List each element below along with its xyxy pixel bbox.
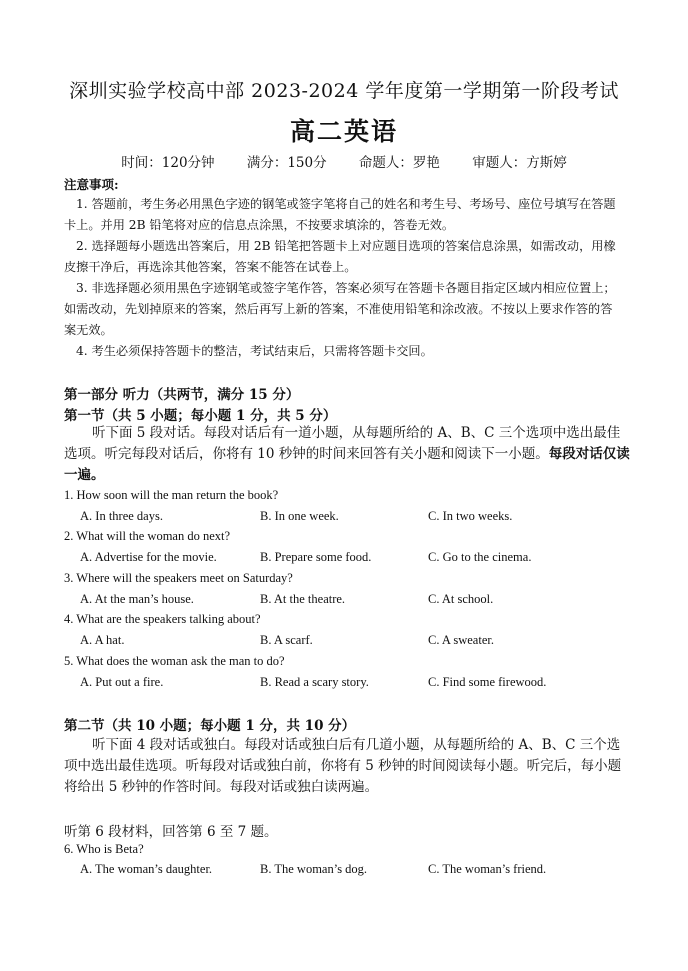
notice-item: 4. 考生必须保持答题卡的整洁，考试结束后，只需将答题卡交回。 bbox=[76, 344, 433, 358]
option-c: C. A sweater. bbox=[428, 633, 494, 647]
option-a: A. In three days. bbox=[80, 509, 163, 523]
question-stem: 3. Where will the speakers meet on Saturday? bbox=[64, 571, 293, 585]
option-b: B. Prepare some food. bbox=[260, 550, 372, 564]
school-title: 深圳实验学校高中部 2023-2024 学年度第一学期第一阶段考试 bbox=[69, 80, 619, 102]
option-b: B. Read a scary story. bbox=[260, 675, 369, 689]
question-stem: 1. How soon will the man return the book? bbox=[64, 488, 279, 502]
notice-list bbox=[64, 194, 624, 362]
option-c: C. The woman’s friend. bbox=[428, 862, 547, 876]
subject-title: 高二英语 bbox=[289, 117, 398, 146]
exam-reviewer: 审题人：方斯婷 bbox=[472, 155, 567, 171]
option-a: A. The woman’s daughter. bbox=[80, 862, 213, 876]
option-b: B. At the theatre. bbox=[260, 592, 346, 606]
exam-time: 时间：120分钟 bbox=[121, 155, 215, 171]
question-stem: 5. What does the woman ask the man to do? bbox=[64, 654, 285, 668]
option-b: B. In one week. bbox=[260, 509, 339, 523]
exam-setter: 命题人：罗艳 bbox=[358, 155, 440, 171]
exam-meta bbox=[0, 151, 688, 171]
question-stem: 2. What will the woman do next? bbox=[64, 529, 231, 543]
option-a: A. A hat. bbox=[80, 633, 125, 647]
option-c: C. In two weeks. bbox=[428, 509, 513, 523]
option-a: A. Put out a fire. bbox=[80, 675, 164, 689]
option-b: B. A scarf. bbox=[260, 633, 313, 647]
section1-instruction: 听下面 5 段对话。每段对话后有一道小题，从每题所给的 A、B、C 三个选项中选出最佳选项。听完每段对话后，你将有 10 秒钟的时间来回答有关小题和阅读下一小题。每段对话仅读一遍。 bbox=[64, 425, 630, 483]
part1-title: 第一部分 听力（共两节，满分 15 分） bbox=[64, 387, 300, 403]
notice-item: 1. 答题前，考生务必用黑色字迹的钢笔或签字笔将自己的姓名和考生号、考场号、座位号填写在答题卡上。并用 2B 铅笔将对应的信息点涂黑，不按要求填涂的，答卷无效。 bbox=[64, 197, 616, 232]
section1-title: 第一节（共 5 小题；每小题 1 分，共 5 分） bbox=[64, 408, 337, 424]
section2-title: 第二节（共 10 小题；每小题 1 分，共 10 分） bbox=[64, 718, 356, 734]
option-b: B. The woman’s dog. bbox=[260, 862, 368, 876]
option-a: A. At the man’s house. bbox=[80, 592, 194, 606]
material-6-heading: 听第 6 段材料，回答第 6 至 7 题。 bbox=[64, 824, 278, 840]
option-a: A. Advertise for the movie. bbox=[80, 550, 217, 564]
question-stem: 6. Who is Beta? bbox=[64, 842, 144, 856]
option-c: C. At school. bbox=[428, 592, 494, 606]
section2-instruction: 听下面 4 段对话或独白。每段对话或独白后有几道小题，从每题所给的 A、B、C 三个选项中选出最佳选项。听每段对话或独白前，你将有 5 秒钟的时间阅读每小题。听完后，每小题将给出 5 秒钟的作答时间。每段对话或独白读两遍。 bbox=[64, 737, 622, 795]
option-c: C. Go to the cinema. bbox=[428, 550, 532, 564]
exam-score: 满分：150分 bbox=[246, 155, 327, 171]
option-c: C. Find some firewood. bbox=[428, 675, 547, 689]
notice-heading: 注意事项: bbox=[64, 177, 119, 192]
notice-item: 3. 非选择题必须用黑色字迹钢笔或签字笔作答，答案必须写在答题卡各题目指定区域内相应位置上；如需改动，先划掉原来的答案，然后再写上新的答案，不准使用铅笔和涂改液。不按以上要求作答的答案无效。 bbox=[64, 281, 616, 337]
question-stem: 4. What are the speakers talking about? bbox=[64, 612, 261, 626]
notice-item: 2. 选择题每小题选出答案后，用 2B 铅笔把答题卡上对应题目选项的答案信息涂黑，如需改动，用橡皮擦干净后，再选涂其他答案，答案不能答在试卷上。 bbox=[64, 239, 616, 274]
